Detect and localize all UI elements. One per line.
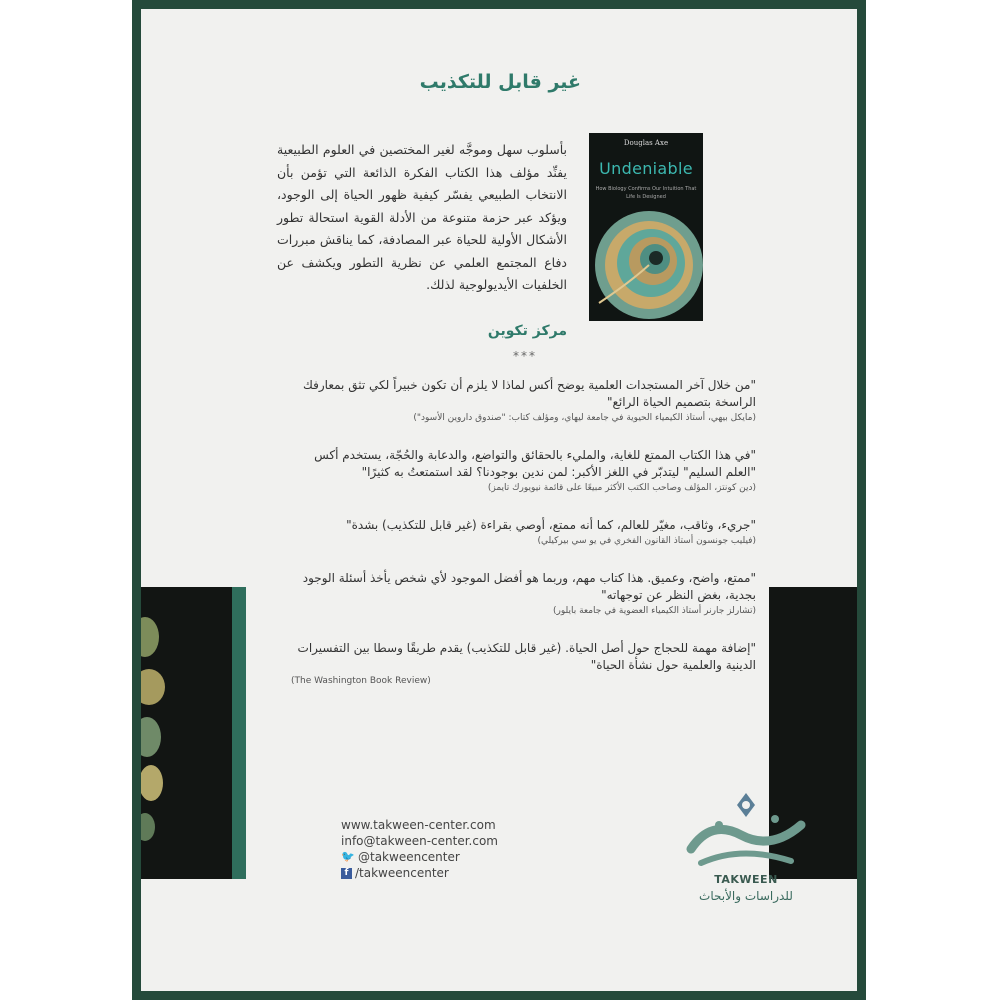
- facebook-handle[interactable]: /takweencenter: [355, 866, 449, 880]
- publisher-signature: مركز تكوين: [487, 323, 567, 339]
- blurb-attribution: (The Washington Book Review): [291, 676, 431, 686]
- facebook-f-icon: f: [341, 868, 352, 879]
- blurb-quote: "إضافة مهمة للحجاج حول أصل الحياة. (غير قابل للتكذيب) يقدم طريقًا وسطا بين التفسيرات الدينية والعلمية حول نشأة الحياة": [297, 641, 756, 672]
- blurb-quote: "ممتع، واضح، وعميق. هذا كتاب مهم، وربما هو أفضل الموجود لأي شخص يأخذ أسئلة الوجود بجدية، بغض النظر عن توجهاته": [302, 571, 756, 602]
- blurb-quote: "من خلال آخر المستجدات العلمية يوضح أكس لماذا لا يلزم أن تكون خبيراً لكي تثق بمعارفك الراسخة بتصميم الحياة الرائع": [303, 378, 756, 409]
- cover-title: Undeniable: [599, 159, 693, 178]
- book-cover-thumbnail: [589, 133, 703, 321]
- blurb-attribution: (تشارلز جارنر أستاذ الكيمياء العضوية في جامعة بايلور): [552, 606, 756, 616]
- blurb-attribution: (فيليب جونسون أستاذ القانون الفخري في يو سي بيركيلي): [537, 536, 756, 546]
- section-separator: ***: [513, 349, 537, 363]
- shell-fragment-image: [141, 587, 246, 879]
- takween-calligraphy-mark: [671, 789, 821, 873]
- twitter-bird-icon: 🐦: [341, 850, 355, 863]
- takween-logo: [671, 789, 821, 909]
- spiral-shell-icon: [589, 203, 703, 321]
- left-dark-panel: [141, 587, 246, 879]
- website-link[interactable]: www.takween-center.com: [341, 818, 496, 832]
- cover-author: Douglas Axe: [623, 139, 669, 147]
- book-description: بأسلوب سهل وموجَّه لغير المختصين في العلوم الطبيعية يفنِّد مؤلف هذا الكتاب الفكرة الذائعة التي تؤمن بأن الانتخاب الطبيعي يفسّر كيفية ظهور الحياة إلى الوجود، ويؤكد عبر حزمة متنوعة من الأدلة القوية استحالة تطور الأشكال الأولية للحياة عبر المصادفة، كما يناقش مبررات دفاع المجتمع العلمي عن نظرية التطور ويكشف عن الخلفيات الأيديولوجية لذلك.: [277, 142, 567, 292]
- blurb-attribution: (مايكل بيهي، أستاذ الكيمياء الحيوية في جامعة ليهاي، ومؤلف كتاب: "صندوق داروين الأسود"): [413, 413, 756, 423]
- book-back-cover: [132, 0, 866, 1000]
- book-title: غير قابل للتكذيب: [419, 71, 581, 93]
- twitter-handle[interactable]: @takweencenter: [358, 850, 460, 864]
- cover-subtitle: How Biology Confirms Our Intuition That Life Is Designed: [595, 186, 697, 200]
- endorsements: [291, 377, 756, 710]
- blurb-quote: "جريء، وثاقب، مغيّر للعالم، كما أنه ممتع، أوصي بقراءة (غير قابل للتكذيب) بشدة": [346, 518, 756, 532]
- blurb-quote: "في هذا الكتاب الممتع للغاية، والمليء بالحقائق والتواضع، والدعابة والحُجّة، يستخدم أكس "العلم السليم" ليتدبّر في اللغز الأكبر: لمن ندين بوجودنا؟ لقد استمتعتُ به كثيرًا": [314, 448, 756, 479]
- logo-tagline: للدراسات والأبحاث: [699, 889, 793, 903]
- cover-paper: [141, 9, 857, 991]
- blurb-attribution: (دين كونتز، المؤلف وصاحب الكتب الأكثر مبيعًا على قائمة نيويورك تايمز): [487, 483, 756, 493]
- email-link[interactable]: info@takween-center.com: [341, 834, 498, 848]
- left-panel-stripe: [232, 587, 246, 879]
- contact-info: [341, 817, 551, 881]
- logo-english-name: TAKWEEN: [714, 873, 778, 886]
